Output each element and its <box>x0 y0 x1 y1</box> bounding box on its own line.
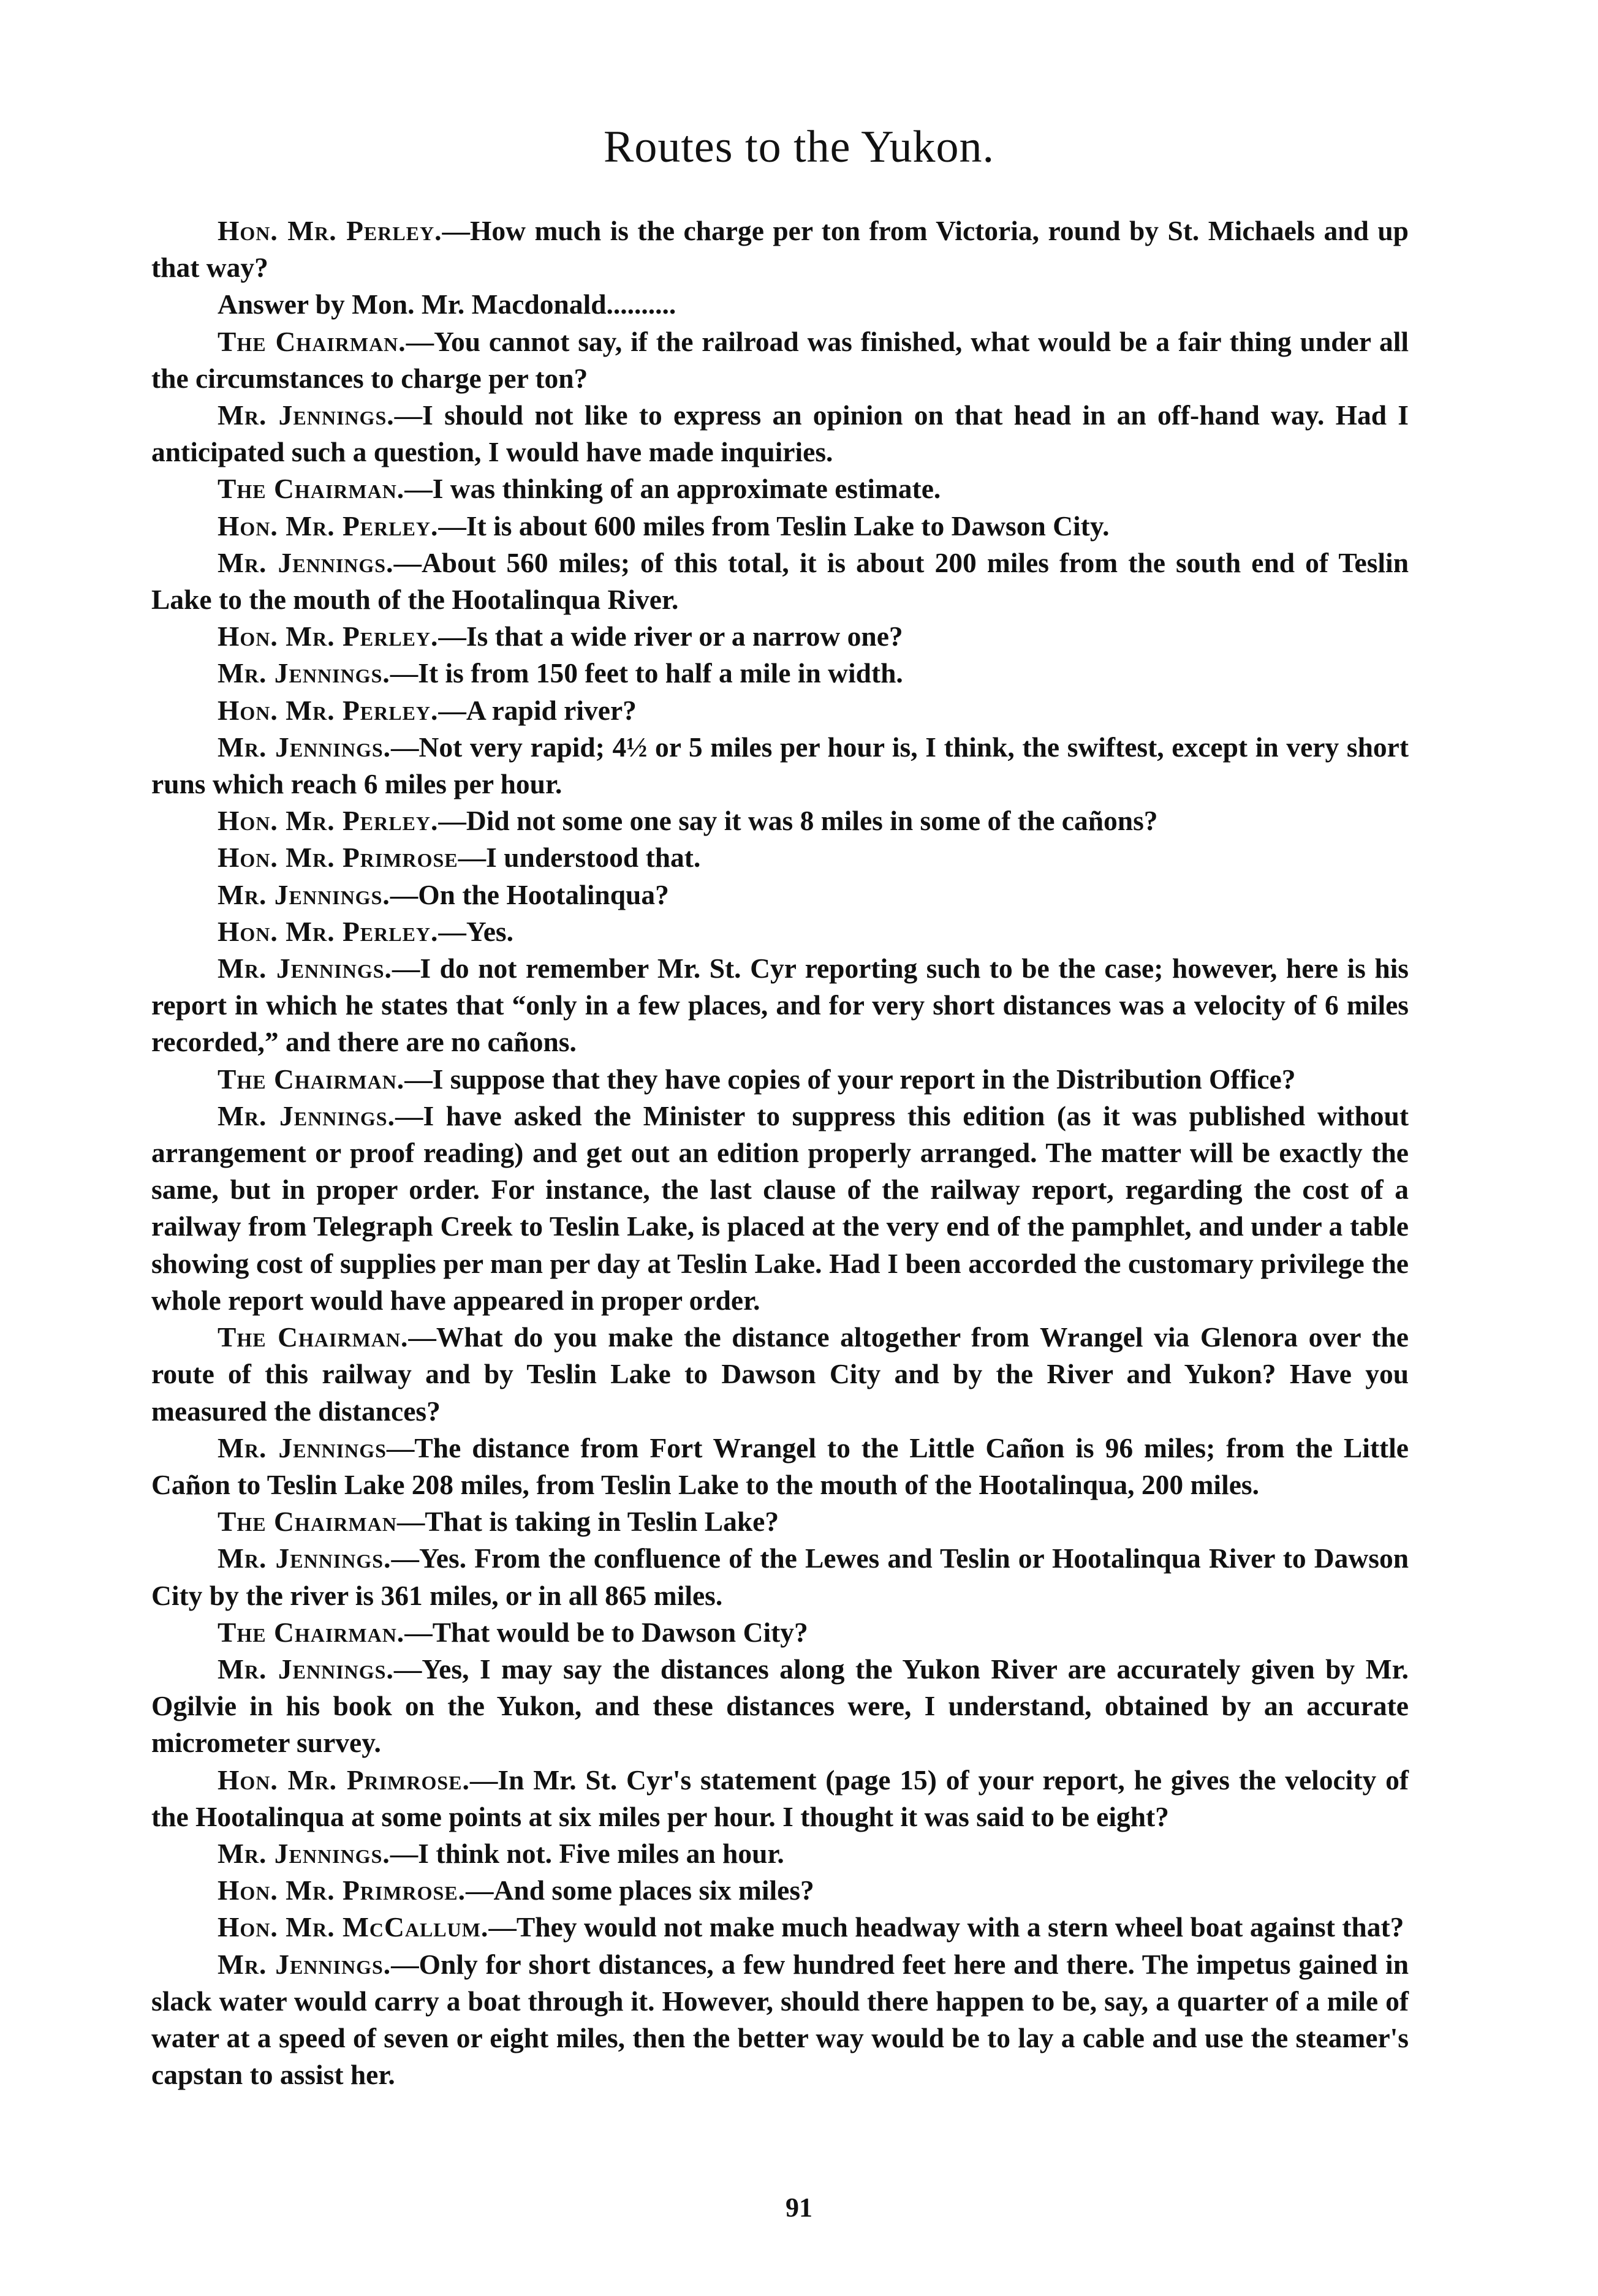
dialogue-text: —I have asked the Minister to suppress this edition (as it was published without arrangement or proof reading) and get out an edition properly arranged. The matter will be exactly the same, but in proper order. For instance, the last clause of the railway report, regarding the cost of a railway from Telegraph Creek to Teslin Lake, is placed at the very end of the pamphlet, and under a table showing cost of supplies per man per day at Teslin Lake. Had I been accorded the customary privilege the whole report would have appeared in proper order. <box>151 1100 1409 1316</box>
dialogue-text: —Did not some one say it was 8 miles in some of the cañons? <box>438 805 1158 837</box>
page-number: 91 <box>786 2192 812 2222</box>
dialogue-text: —They would not make much headway with a stern wheel boat against that? <box>488 1911 1404 1943</box>
speaker-name: Hon. Mr. McCallum. <box>218 1911 489 1943</box>
speaker-name: Hon. Mr. Perley. <box>218 694 439 726</box>
speaker-name: Mr. Jennings. <box>218 878 390 910</box>
speaker-name: Mr. Jennings. <box>218 1948 392 1980</box>
dialogue-text: —Yes, I may say the distances along the Yukon River are accurately given by Mr. Ogilvie in his book on the Yukon, and these distances were, I understand, obtained by an accurate micrometer survey. <box>151 1653 1409 1759</box>
dialogue-paragraph <box>151 950 1409 1061</box>
dialogue-paragraph <box>151 286 1409 323</box>
speaker-name: The Chairman. <box>218 325 406 357</box>
dialogue-paragraph <box>151 1946 1409 2094</box>
speaker-name: Hon. Mr. Perley. <box>218 621 439 652</box>
dialogue-paragraph <box>151 1061 1409 1098</box>
dialogue-text: —About 560 miles; of this total, it is about 200 miles from the south end of Teslin Lake to the mouth of the Hootalinqua River. <box>151 546 1409 616</box>
dialogue-paragraph <box>151 1762 1409 1835</box>
dialogue-paragraph <box>151 1319 1409 1430</box>
dialogue-paragraph <box>151 692 1409 729</box>
speaker-name: Hon. Mr. Primrose. <box>218 1875 466 1906</box>
speaker-name: Mr. Jennings. <box>218 1653 394 1685</box>
dialogue-paragraph <box>151 877 1409 913</box>
dialogue-text: —I was thinking of an approximate estimate. <box>404 473 941 505</box>
dialogue-paragraph <box>151 323 1409 397</box>
speaker-name: Mr. Jennings. <box>218 953 392 984</box>
page-title: Routes to the Yukon. <box>603 122 994 172</box>
speaker-name: The Chairman <box>218 1506 397 1538</box>
dialogue-paragraph <box>151 1651 1409 1762</box>
speaker-name: The Chairman. <box>218 473 405 505</box>
speaker-name: Mr. Jennings. <box>218 1100 395 1131</box>
speaker-name: The Chairman. <box>218 1063 405 1095</box>
dialogue-text: —Yes. <box>438 915 513 947</box>
speaker-name: The Chairman. <box>218 1616 405 1648</box>
dialogue-paragraph <box>151 1503 1409 1540</box>
dialogue-text: —It is about 600 miles from Teslin Lake to Dawson City. <box>438 510 1110 542</box>
dialogue-paragraph <box>151 545 1409 618</box>
dialogue-text: —You cannot say, if the railroad was finished, what would be a fair thing under all the circumstances to charge per ton? <box>151 325 1409 394</box>
dialogue-text: —I do not remember Mr. St. Cyr reporting such to be the case; however, here is his report in which he states that “only in a few places, and for very short distances was a velocity of 6 miles recorded,” and there are no cañons. <box>151 953 1409 1058</box>
dialogue-text: —It is from 150 feet to half a mile in width. <box>390 657 903 689</box>
dialogue-paragraph <box>151 839 1409 876</box>
speaker-name: Mr. Jennings. <box>218 731 392 763</box>
speaker-name: Hon. Mr. Primrose <box>218 842 458 874</box>
speaker-name: Hon. Mr. Perley. <box>218 215 442 246</box>
speaker-name: Mr. Jennings. <box>218 657 390 689</box>
speaker-name: Mr. Jennings <box>218 1432 387 1463</box>
dialogue-paragraph <box>151 213 1409 286</box>
dialogue-text: —I suppose that they have copies of your report in the Distribution Office? <box>404 1063 1296 1095</box>
speaker-name: The Chairman. <box>218 1321 409 1353</box>
dialogue-paragraph <box>151 802 1409 839</box>
dialogue-text: —Yes. From the confluence of the Lewes and Teslin or Hootalinqua River to Dawson City by the river is 361 miles, or in all 865 miles. <box>151 1543 1409 1611</box>
transcript-body <box>151 213 1409 2093</box>
dialogue-text: —The distance from Fort Wrangel to the Little Cañon is 96 miles; from the Little Cañon to Teslin Lake 208 miles, from Teslin Lake to the mouth of the Hootalinqua, 200 miles. <box>151 1432 1409 1500</box>
dialogue-text: —I understood that. <box>458 842 701 874</box>
dialogue-paragraph <box>151 397 1409 470</box>
dialogue-text: —Is that a wide river or a narrow one? <box>438 621 903 652</box>
speaker-name: Hon. Mr. Primrose. <box>218 1764 470 1796</box>
dialogue-text: —A rapid river? <box>438 694 637 726</box>
dialogue-text: —On the Hootalinqua? <box>390 878 669 910</box>
dialogue-paragraph <box>151 1430 1409 1503</box>
dialogue-paragraph <box>151 1835 1409 1872</box>
dialogue-text: —Only for short distances, a few hundred feet here and there. The impetus gained in slack water would carry a boat through it. However, should there happen to be, say, a quarter of a mile of water at a speed of seven or eight miles, then the better way would be to lay a cable and use the steamer's capstan to assist her. <box>151 1948 1409 2091</box>
dialogue-text: —I should not like to express an opinion on that head in an off-hand way. Had I anticipated such a question, I would have made inquiries. <box>151 399 1409 468</box>
dialogue-paragraph <box>151 729 1409 802</box>
dialogue-paragraph <box>151 618 1409 655</box>
dialogue-paragraph <box>151 1909 1409 1946</box>
dialogue-text: Answer by Mon. Mr. Macdonald.......... <box>218 289 676 320</box>
dialogue-text: —What do you make the distance altogether from Wrangel via Glenora over the route of this railway and by Teslin Lake to Dawson City and by the River and Yukon? Have you measured the distances? <box>151 1321 1409 1427</box>
dialogue-text: —Not very rapid; 4½ or 5 miles per hour is, I think, the swiftest, except in very short runs which reach 6 miles per hour. <box>151 731 1409 800</box>
dialogue-paragraph <box>151 1614 1409 1651</box>
dialogue-paragraph <box>151 1098 1409 1319</box>
dialogue-paragraph <box>151 508 1409 545</box>
dialogue-text: —In Mr. St. Cyr's statement (page 15) of your report, he gives the velocity of the Hootalinqua at some points at six miles per hour. I thought it was said to be eight? <box>151 1764 1409 1832</box>
dialogue-paragraph <box>151 655 1409 692</box>
dialogue-text: —That would be to Dawson City? <box>404 1616 808 1648</box>
speaker-name: Mr. Jennings. <box>218 1543 392 1574</box>
dialogue-text: —That is taking in Teslin Lake? <box>396 1506 779 1538</box>
dialogue-text: —I think not. Five miles an hour. <box>390 1837 784 1869</box>
speaker-name: Hon. Mr. Perley. <box>218 805 439 837</box>
dialogue-paragraph <box>151 1540 1409 1614</box>
speaker-name: Mr. Jennings. <box>218 546 394 578</box>
dialogue-paragraph <box>151 470 1409 507</box>
dialogue-paragraph <box>151 1872 1409 1909</box>
dialogue-text: —And some places six miles? <box>466 1875 814 1906</box>
speaker-name: Mr. Jennings. <box>218 399 395 431</box>
speaker-name: Hon. Mr. Perley. <box>218 510 439 542</box>
speaker-name: Hon. Mr. Perley. <box>218 915 439 947</box>
dialogue-text: —How much is the charge per ton from Victoria, round by St. Michaels and up that way? <box>151 215 1409 284</box>
dialogue-paragraph <box>151 913 1409 950</box>
speaker-name: Mr. Jennings. <box>218 1837 390 1869</box>
